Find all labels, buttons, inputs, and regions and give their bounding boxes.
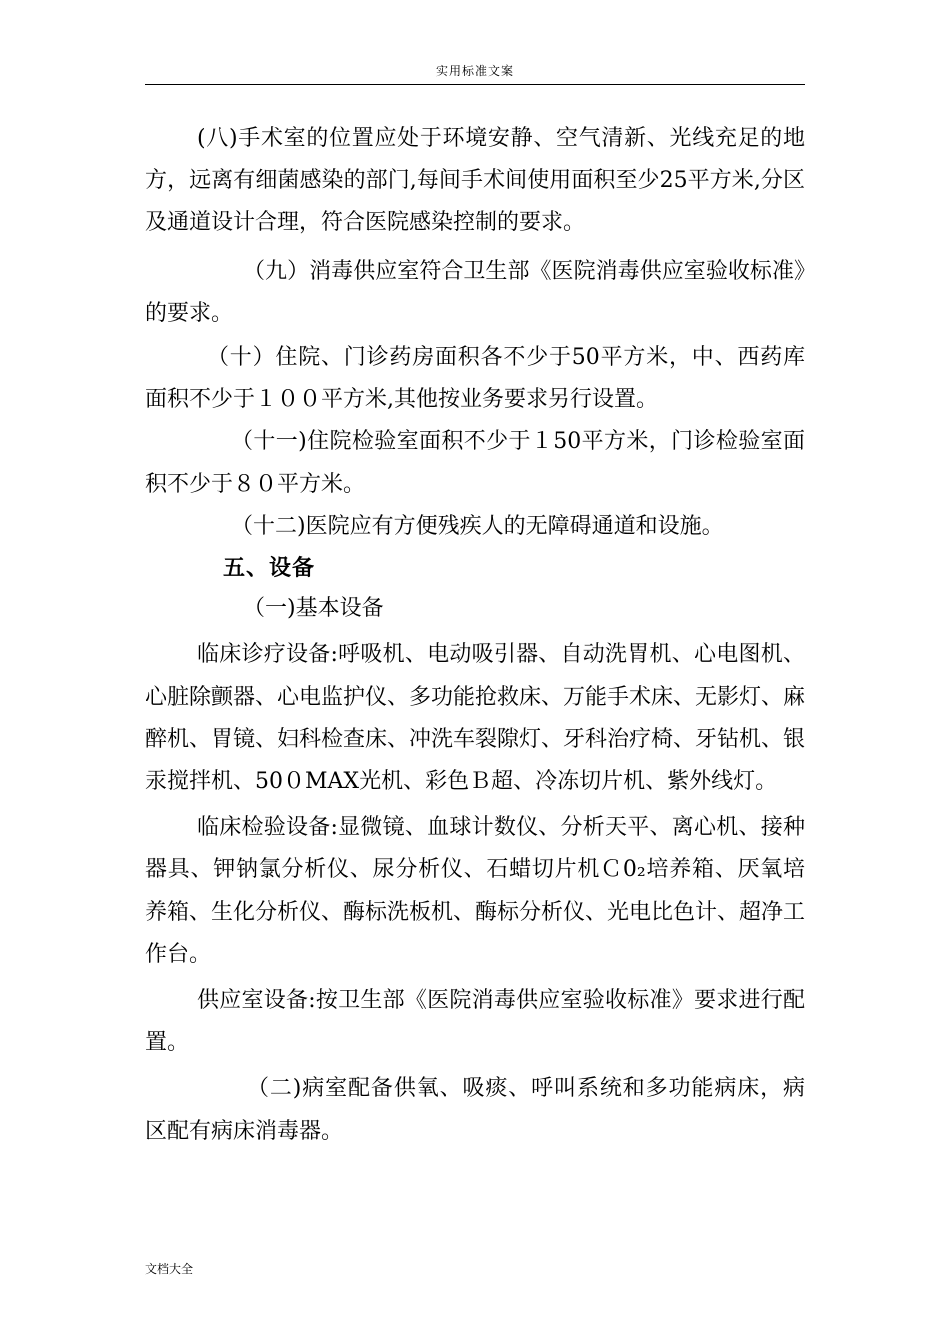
page-header: 实用标准文案 <box>435 64 514 78</box>
header-divider <box>145 84 805 85</box>
paragraph-11: （十一)住院检验室面积不少于１50平方米，门诊检验室面积不少于８０平方米。 <box>145 429 805 497</box>
paragraph-12: （十二)医院应有方便残疾人的无障碍通道和设施。 <box>231 513 724 539</box>
document-body <box>145 118 805 1153</box>
section-heading-equipment: 五、设备 <box>223 556 316 582</box>
paragraph-8: (八)手术室的位置应处于环境安静、空气清新、光线充足的地方，远离有细菌感染的部门,每间手术间使用面积至少25平方米,分区及通道设计合理，符合医院感染控制的要求。 <box>145 126 805 236</box>
subsection-basic-equipment: （一)基本设备 <box>243 596 384 622</box>
paragraph-ward-equipment: （二)病室配备供氧、吸痰、呼叫系统和多功能病床，病区配有病床消毒器。 <box>145 1076 805 1144</box>
paragraph-clinical-lab-equipment: 临床检验设备:显微镜、血球计数仪、分析天平、离心机、接种器具、钾钠氯分析仪、尿分析仪、石蜡切片机Ｃ0₂培养箱、厌氧培养箱、生化分析仪、酶标洗板机、酶标分析仪、光电比色计、超净工作台。 <box>145 815 806 967</box>
paragraph-10: （十）住院、门诊药房面积各不少于50平方米，中、西药库面积不少于１００平方米,其他按业务要求另行设置。 <box>145 345 805 413</box>
paragraph-clinical-treatment-equipment: 临床诊疗设备:呼吸机、电动吸引器、自动洗胃机、心电图机、心脏除颤器、心电监护仪、多功能抢救床、万能手术床、无影灯、麻醉机、胃镜、妇科检查床、冲洗车裂隙灯、牙科治疗椅、牙钻机、银汞搅拌机、50０MAX光机、彩色Ｂ超、冷冻切片机、紫外线灯。 <box>145 642 806 795</box>
paragraph-supply-room-equipment: 供应室设备:按卫生部《医院消毒供应室验收标准》要求进行配置。 <box>145 988 805 1056</box>
paragraph-9: （九）消毒供应室符合卫生部《医院消毒供应室验收标准》的要求。 <box>145 258 805 326</box>
page-footer: 文档大全 <box>145 1262 194 1276</box>
